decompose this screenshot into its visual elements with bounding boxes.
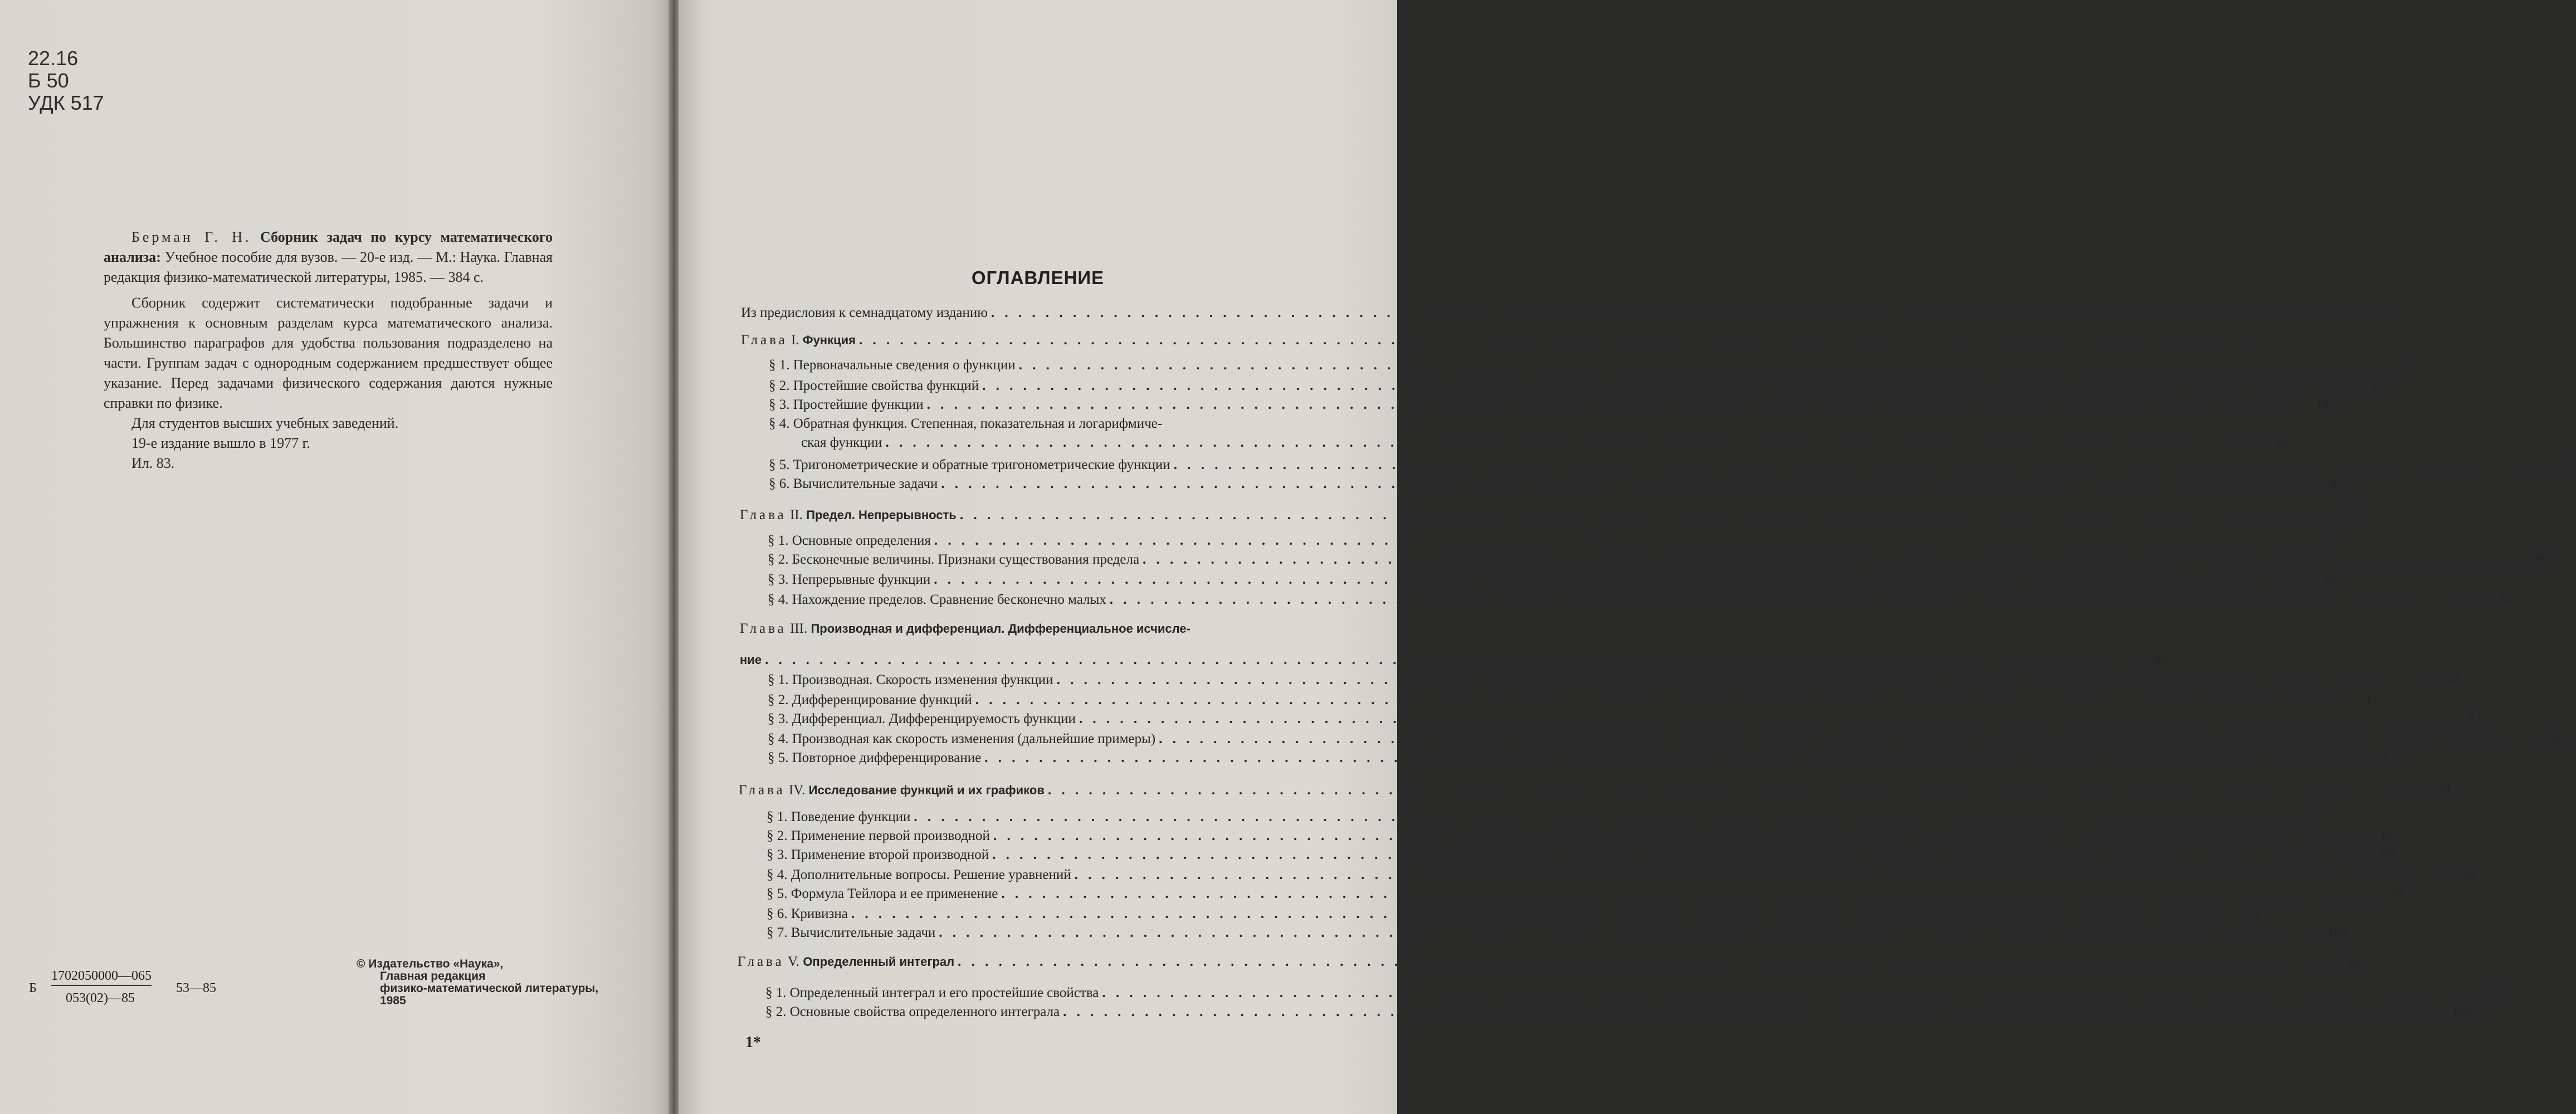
toc-section-3-2[interactable] [768, 692, 2378, 709]
toc-chapter-2[interactable] [740, 507, 2363, 524]
toc-chapter-3[interactable] [740, 641, 2168, 668]
leader-dots [927, 397, 2312, 413]
toc-entry-label: § 4. Дополнительные вопросы. Решение уравнений [767, 867, 1071, 882]
toc-entry-label: § 1. Основные определения [768, 533, 931, 548]
leader-dots [960, 507, 2345, 524]
toc-entry-label: Из предисловия к семнадцатому изданию [741, 305, 988, 320]
toc-section-1-5[interactable] [769, 457, 2576, 473]
toc-section-1-6[interactable] [769, 476, 2344, 492]
leader-dots [958, 954, 2343, 970]
toc-section-1-4[interactable] [769, 434, 2289, 451]
leader-dots [941, 476, 2326, 492]
toc-section-4-1[interactable] [767, 809, 2317, 825]
toc-entry-label: § 3. Простейшие функции [769, 397, 924, 412]
toc-page-number: 99 [2390, 886, 2404, 901]
leader-dots [1079, 711, 2465, 727]
toc-page-number: 47 [2364, 692, 2378, 707]
leader-dots [1001, 886, 2387, 902]
previous-edition-note: 19-е издание вышло в 1977 г. [131, 435, 310, 451]
toc-entry-label: § 2. Простейшие свойства функций [769, 378, 979, 393]
chapter-title: Производная и дифференциал. Дифференциальное исчисле- [811, 622, 1191, 636]
chapter-word: Глава [740, 621, 787, 636]
chapter-word: Глава [739, 783, 786, 798]
toc-page-number: 25 [2330, 476, 2344, 491]
toc-page-number: 73 [2373, 750, 2387, 765]
leader-dots [914, 809, 2299, 825]
leader-dots [1063, 1004, 2448, 1020]
toc-entry-label: § 2. Дифференцирование функций [768, 692, 972, 707]
toc-page-number: 22 [2562, 457, 2576, 472]
leader-dots [851, 906, 2237, 922]
toc-entry-label: § 5. Повторное дифференцирование [768, 750, 982, 765]
chapter-number: III. [789, 621, 808, 636]
toc-section-3-1[interactable] [768, 672, 2460, 688]
chapter-number: IV. [788, 783, 806, 798]
chapter-word: Глава [741, 333, 788, 348]
toc-entry-label: § 3. Применение второй производной [767, 847, 989, 862]
leader-dots [939, 925, 2324, 941]
signature-mark: 1* [745, 1034, 761, 1051]
toc-page-number: 44 [2445, 672, 2460, 687]
toc-section-4-7[interactable] [767, 925, 2349, 941]
citation-author: Берман Г. Н. [131, 229, 252, 245]
toc-entry-label: § 7. Вычислительные задачи [767, 925, 936, 940]
toc-page-number: 79 [2302, 809, 2317, 824]
leader-dots [982, 378, 2368, 394]
leader-dots [765, 652, 2150, 668]
leader-dots [984, 750, 2370, 766]
toc-entry-label: § 3. Дифференциал. Дифференцируемость функции [768, 711, 1076, 726]
toc-page-number: 103 [2328, 925, 2349, 940]
toc-page-number: 108 [2451, 1004, 2473, 1019]
chapter-title: Предел. Непрерывность [806, 508, 957, 522]
toc-section-2-3[interactable] [768, 571, 2336, 588]
toc-chapter-1[interactable] [741, 332, 2255, 349]
toc-page-number: 101 [2240, 906, 2261, 921]
toc-page-number: 7 [2247, 333, 2255, 348]
toc-chapter-4[interactable] [739, 782, 2451, 799]
toc-page-number: 79 [2436, 783, 2451, 798]
toc-entry-label: § 1. Производная. Скорость изменения функции [768, 672, 1053, 687]
bbk-code: 22.16 [28, 47, 79, 70]
leader-dots [1143, 551, 2528, 568]
toc-section-2-2[interactable] [768, 551, 2545, 568]
leader-dots [1019, 357, 2404, 374]
toc-section-1-1[interactable] [769, 357, 2414, 374]
toc-title: ОГЛАВЛЕНИЕ [971, 267, 1105, 288]
udc-code: УДК 517 [28, 91, 104, 114]
audience-note: Для студентов высших учебных заведений. [131, 415, 399, 431]
toc-section-4-6[interactable] [767, 906, 2261, 922]
publisher-line: Главная редакция [380, 970, 486, 983]
bibliographic-record [104, 227, 553, 473]
code-suffix: 53—85 [176, 981, 216, 995]
toc-page-number: 29 [2531, 552, 2545, 567]
chapter-title-continuation: ние [740, 653, 762, 667]
author-mark: Б 50 [28, 69, 69, 92]
toc-page-number: 6 [2379, 305, 2387, 320]
toc-section-5-1[interactable] [765, 985, 2512, 1001]
leader-dots [991, 305, 2377, 321]
toc-entry-label: § 1. Первоначальные сведения о функции [769, 358, 1016, 373]
leader-dots [1159, 731, 2544, 747]
toc-section-4-5[interactable] [767, 886, 2404, 902]
leader-dots [859, 332, 2245, 349]
leader-dots [1110, 592, 2495, 608]
leader-dots [1048, 782, 2433, 799]
right-page [679, 0, 2576, 1114]
leader-dots [1075, 867, 2460, 883]
leader-dots [992, 847, 2378, 863]
toc-page-number: 105 [2346, 954, 2368, 969]
toc-section-1-3[interactable] [769, 397, 2330, 413]
toc-page-number: 27 [2348, 507, 2363, 522]
code-prefix: Б [29, 981, 37, 995]
toc-page-number: 11 [2370, 378, 2384, 393]
leader-dots [1057, 672, 2442, 688]
toc-page-number: 14 [2315, 397, 2330, 412]
toc-page-number: 44 [2153, 652, 2168, 667]
toc-preface-row[interactable] [741, 305, 2387, 321]
toc-page-number: 19 [2274, 435, 2289, 450]
leader-dots [1102, 985, 2487, 1001]
leader-dots [885, 434, 2271, 451]
toc-section-2-4[interactable] [768, 592, 2512, 608]
toc-page-number: 92 [2463, 867, 2477, 882]
leader-dots [1174, 457, 2559, 473]
toc-entry-label: § 4. Нахождение пределов. Сравнение бесконечно малых [768, 592, 1106, 607]
chapter-word: Глава [740, 507, 787, 522]
publisher-line: физико-математической литературы, [380, 982, 599, 995]
leader-dots [993, 828, 2379, 844]
toc-section-3-3[interactable] [768, 711, 2482, 727]
toc-entry-label: § 4. Производная как скорость изменения (дальнейшие примеры) [768, 731, 1156, 746]
toc-page-number: 7 [2407, 358, 2414, 373]
toc-page-number: 105 [2491, 985, 2512, 1000]
chapter-number: V. [787, 954, 800, 969]
toc-section-5-2[interactable] [765, 1004, 2473, 1020]
toc-section-4-2[interactable] [767, 828, 2396, 844]
toc-entry-label: § 2. Бесконечные величины. Признаки существования предела [768, 552, 1140, 567]
leader-dots [934, 571, 2319, 588]
annotation: Сборник содержит систематически подобранные задачи и упражнения к основным разделам курса математического анализа. Большинство параграфов для удобства пользования подразделено на части. Группам задач с однородным содержанием предшествует общее указание. Перед задачами физического содержания даются нужные справки по физике. [104, 295, 553, 411]
chapter-number: I. [791, 333, 799, 348]
publisher-line: © Издательство «Наука», [357, 957, 504, 970]
citation-title: Сборник задач по курсу математического анализа: [104, 229, 553, 265]
book-gutter [669, 0, 680, 1114]
toc-page-number: 66 [2547, 731, 2562, 746]
publisher-line: 1985 [380, 994, 406, 1007]
toc-entry-label: § 2. Применение первой производной [767, 828, 990, 843]
toc-page-number: 80 [2382, 828, 2396, 843]
toc-section-2-1[interactable] [768, 532, 2337, 549]
toc-entry-label: § 5. Тригонометрические и обратные тригонометрические функции [769, 457, 1170, 472]
publisher-imprint [357, 958, 598, 1007]
toc-section-1-4-line1[interactable]: § 4. Обратная функция. Степенная, показательная и логарифмиче- [769, 416, 1163, 431]
chapter-title: Определенный интеграл [803, 955, 955, 969]
toc-page-number: 32 [2323, 572, 2336, 587]
toc-page-number: 27 [2323, 533, 2337, 548]
toc-page-number: 34 [2498, 592, 2512, 607]
code-numerator: 1702050000—065 [51, 968, 152, 986]
toc-entry-label: § 1. Поведение функции [767, 809, 911, 824]
toc-section-4-3[interactable] [767, 847, 2395, 863]
toc-entry-label: ская функции [801, 435, 882, 450]
toc-chapter-3-line1[interactable] [740, 620, 1191, 637]
toc-entry-label: § 3. Непрерывные функции [768, 572, 931, 587]
code-denominator: 053(02)—85 [66, 991, 135, 1005]
toc-section-3-5[interactable] [768, 750, 2387, 766]
chapter-word: Глава [738, 954, 784, 969]
illustrations-count: Ил. 83. [131, 455, 175, 471]
citation-details: Учебное пособие для вузов. — 20-е изд. — М.: Наука. Главная редакция физико-математической литературы, 1985. — 384 с. [104, 249, 553, 285]
toc-section-3-4[interactable] [768, 731, 2562, 747]
leader-dots [934, 532, 2320, 549]
citation [104, 227, 553, 287]
toc-entry-label: § 6. Вычислительные задачи [769, 476, 938, 491]
toc-section-4-4[interactable] [767, 867, 2477, 883]
toc-entry-label: § 6. Кривизна [767, 906, 848, 921]
chapter-title: Исследование функций и их графиков [808, 783, 1045, 797]
left-page [0, 0, 674, 1114]
toc-chapter-5[interactable] [738, 954, 2368, 970]
toc-entry-label: § 2. Основные свойства определенного интеграла [765, 1004, 1060, 1019]
chapter-number: II. [789, 507, 803, 522]
leader-dots [975, 692, 2361, 709]
toc-section-1-2[interactable] [769, 378, 2384, 394]
toc-entry-label: § 1. Определенный интеграл и его простейшие свойства [765, 985, 1099, 1000]
chapter-title: Функция [802, 333, 856, 347]
toc-page-number: 89 [2380, 847, 2395, 862]
toc-page-number: 63 [2467, 711, 2482, 726]
toc-entry-label: § 5. Формула Тейлора и ее применение [767, 886, 998, 901]
